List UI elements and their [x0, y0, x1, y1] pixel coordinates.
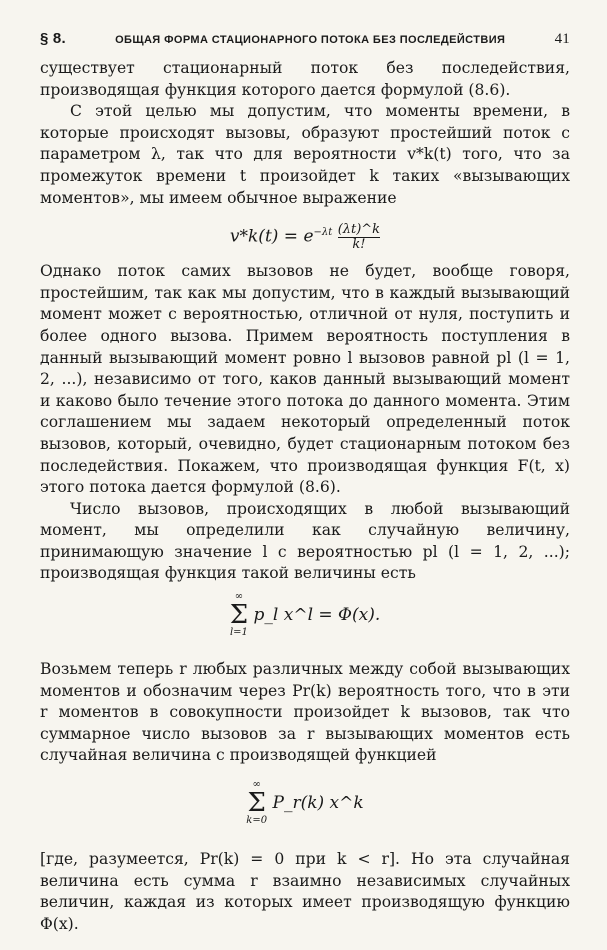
sum-operator: ∞ Σ l=1: [229, 591, 249, 639]
formula-generating-function-body: p_l x^l = Φ(x).: [253, 605, 381, 626]
formula-poisson-numerator: (λt)^k: [337, 221, 381, 237]
running-header: [40, 30, 570, 48]
sum-upper-limit: ∞: [234, 591, 244, 603]
paragraph-6: [где, разумеется, Pr(k) = 0 при k < r]. Но эта случайная величина есть сумма r взаимно независимых случайных величин, каждая из которых имеет производящую функцию Φ(x).: [40, 850, 570, 933]
formula-sum-probabilities: [40, 779, 570, 839]
sum-lower-limit: k=0: [246, 815, 268, 827]
sum-operator: ∞ Σ k=0: [246, 779, 268, 827]
section-title: ОБЩАЯ ФОРМА СТАЦИОНАРНОГО ПОТОКА БЕЗ ПОСЛЕДЕЙСТВИЯ: [115, 34, 506, 46]
paragraph-5: Возьмем теперь r любых различных между собой вызывающих моментов и обозначим через Pr(k) вероятность того, что в эти r моментов в совокупности произойдет k вызовов, так что суммарное число вызовов за r вызывающих моментов есть случайная величина с производящей функцией: [40, 660, 570, 765]
formula-poisson-lhs: v*k(t) = e: [229, 226, 314, 247]
page: [40, 30, 570, 935]
formula-poisson: [40, 217, 570, 252]
paragraph-1: существует стационарный поток без последействия, производящая функция которого дается формулой (8.6).: [40, 59, 570, 99]
paragraph-4: Число вызовов, происходящих в любой вызывающий момент, мы определили как случайную величину, принимающую значение l с вероятностью pl (l = 1, 2, ...); производящая функция такой величины есть: [40, 499, 570, 583]
sum-lower-limit: l=1: [229, 627, 248, 639]
page-number: 41: [554, 31, 570, 47]
formula-generating-function: [40, 591, 570, 651]
formula-poisson-exponent: −λt: [313, 227, 333, 239]
section-number: § 8.: [40, 30, 66, 47]
sum-upper-limit: ∞: [252, 779, 261, 791]
paragraph-3: Однако поток самих вызовов не будет, вообще говоря, простейшим, так как мы допустим, что в каждый вызывающий момент может с вероятностью, отличной от нуля, поступить и более одного вызова. Примем вероятность поступления в данный вызывающий момент ровно l вызовов равной pl (l = 1, 2, ...), независимо от того, каков данный вызывающий момент и каково было течение этого потока до данного момента. Этим соглашением мы задаем некоторый определенный поток вызовов, который, очевидно, будет стационарным потоком без последействия. Покажем, что производящая функция F(t, x) этого потока дается формулой (8.6).: [40, 262, 570, 497]
formula-sum-probabilities-body: P_r(k) x^k: [272, 793, 364, 814]
paragraph-2: С этой целью мы допустим, что моменты времени, в которые происходят вызовы, образуют простейший поток с параметром λ, так что для вероятности v*k(t) того, что за промежуток времени t произойдет k таких «вызывающих моментов», мы имеем обычное выражение: [40, 102, 570, 207]
formula-poisson-denominator: k!: [352, 236, 366, 252]
